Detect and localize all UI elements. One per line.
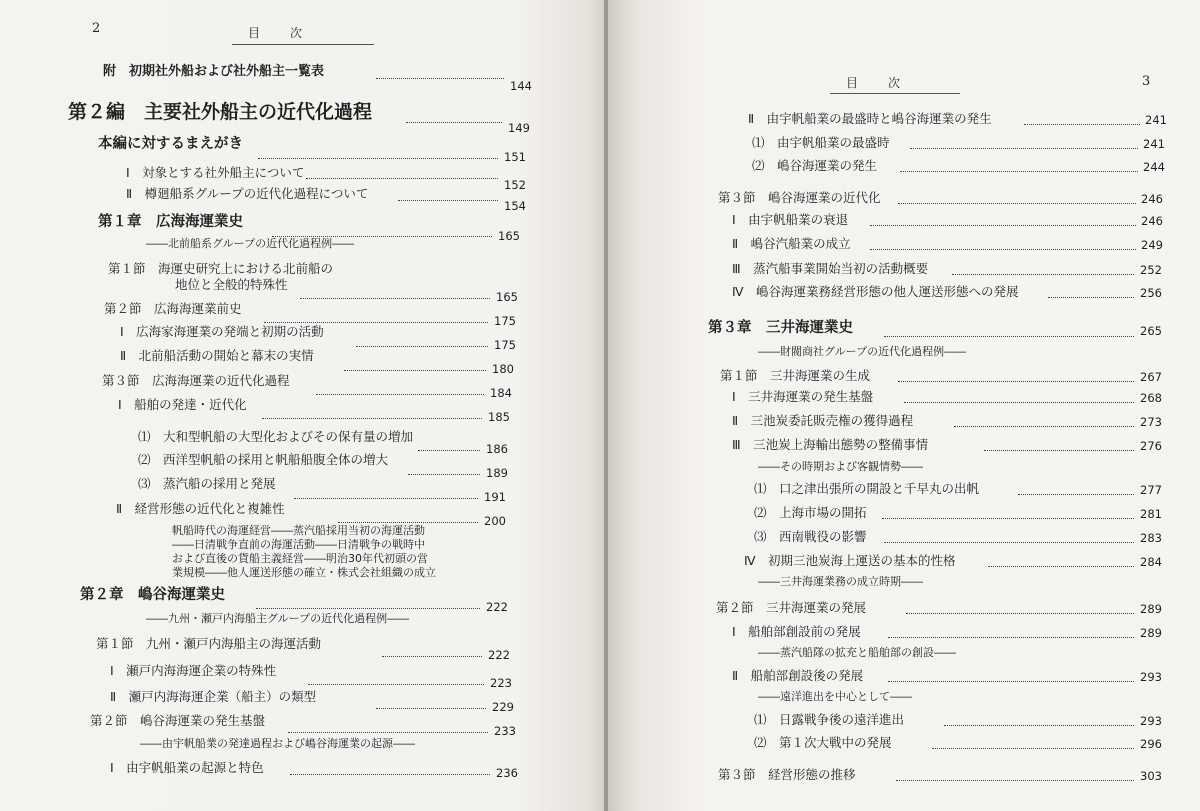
dot-leader bbox=[288, 732, 488, 733]
dot-leader bbox=[904, 402, 1134, 403]
page-ref: 149 bbox=[508, 121, 530, 135]
toc-subtitle: ――九州・瀬戸内海船主グループの近代化過程例―― bbox=[146, 612, 410, 625]
dot-leader bbox=[898, 381, 1134, 382]
page-ref: 281 bbox=[1140, 507, 1162, 521]
page-number: 3 bbox=[1142, 74, 1151, 89]
dot-leader bbox=[1048, 297, 1134, 298]
toc-entry-section: Ⅲ 三池炭上海輸出態勢の整備事情 bbox=[732, 437, 929, 452]
page-ref: 180 bbox=[492, 362, 514, 376]
toc-entry-section: Ⅳ 初期三池炭海上運送の基本的性格 bbox=[744, 553, 956, 568]
running-header: 目 次 bbox=[846, 76, 903, 90]
dot-leader bbox=[294, 498, 478, 499]
toc-entry-subsection: ⑵ 上海市場の開拓 bbox=[754, 505, 867, 520]
dot-leader bbox=[896, 780, 1134, 781]
page-ref: 222 bbox=[486, 600, 508, 614]
page-ref: 268 bbox=[1140, 391, 1162, 405]
dot-leader bbox=[870, 225, 1136, 226]
toc-entry-chapter-3: 第３章 三井海運業史 bbox=[708, 320, 853, 336]
page-ref: 289 bbox=[1140, 602, 1162, 616]
toc-entry-section: Ⅱ 由宇帆船業の最盛時と嶋谷海運業の発生 bbox=[748, 111, 992, 126]
page-number: 2 bbox=[92, 21, 101, 36]
page-ref: 289 bbox=[1140, 626, 1162, 640]
page-ref: 175 bbox=[494, 314, 516, 328]
toc-entry-section: Ⅱ 樽廻船系グループの近代化過程について bbox=[126, 186, 369, 201]
page-ref: 283 bbox=[1140, 531, 1162, 545]
toc-entry-subsection: ⑴ 大和型帆船の大型化およびその保有量の増加 bbox=[138, 429, 414, 444]
page-ref: 165 bbox=[498, 229, 520, 243]
toc-entry-section: 第３節 広海海運業の近代化過程 bbox=[102, 373, 290, 388]
toc-entry-section: 第１節 海運史研究上における北前船の bbox=[108, 261, 334, 276]
page-ref: 186 bbox=[486, 442, 508, 456]
page-ref: 185 bbox=[488, 410, 510, 424]
dot-leader bbox=[256, 608, 480, 609]
toc-entry-section: Ⅱ 嶋谷汽船業の成立 bbox=[732, 236, 851, 251]
page-ref: 246 bbox=[1141, 192, 1163, 206]
toc-subtitle: ――その時期および客観情勢―― bbox=[758, 460, 923, 473]
page-ref: 252 bbox=[1140, 263, 1162, 277]
page-ref: 241 bbox=[1145, 113, 1167, 127]
toc-summary-line: 業規模――他人運送形態の確立・株式会社組織の成立 bbox=[172, 566, 436, 579]
toc-entry-section-cont: 地位と全般的特殊性 bbox=[175, 277, 288, 292]
toc-entry-section: Ⅰ 由宇帆船業の起源と特色 bbox=[110, 760, 264, 775]
toc-entry-subsection: ⑴ 口之津出張所の開設と千早丸の出帆 bbox=[754, 481, 980, 496]
page-ref: 246 bbox=[1141, 214, 1163, 228]
page-ref: 200 bbox=[484, 514, 506, 528]
header-rule bbox=[830, 93, 960, 94]
toc-summary-line: 帆船時代の海運経営――蒸汽船採用当初の海運活動 bbox=[172, 524, 425, 537]
page-ref: 233 bbox=[494, 724, 516, 738]
dot-leader bbox=[316, 394, 484, 395]
toc-entry-section: Ⅰ 船舶の発達・近代化 bbox=[118, 397, 247, 412]
toc-subtitle: ――由宇帆船業の発達過程および嶋谷海運業の起源―― bbox=[140, 737, 415, 750]
page-ref: 265 bbox=[1140, 324, 1162, 338]
toc-entry-section: 第２節 三井海運業の発展 bbox=[716, 600, 867, 615]
dot-leader bbox=[888, 681, 1134, 682]
toc-entry-section: 第３節 経営形態の推移 bbox=[718, 767, 856, 782]
dot-leader bbox=[344, 370, 486, 371]
dot-leader bbox=[884, 336, 1134, 337]
page-ref: 293 bbox=[1140, 670, 1162, 684]
toc-entry-subsection: ⑴ 由宇帆船業の最盛時 bbox=[752, 135, 890, 150]
page-ref: 241 bbox=[1143, 137, 1165, 151]
header-rule bbox=[232, 44, 374, 45]
toc-entry-subsection: ⑴ 日露戦争後の遠洋進出 bbox=[754, 712, 905, 727]
toc-entry-subsection: ⑶ 蒸汽船の採用と発展 bbox=[138, 476, 276, 491]
dot-leader bbox=[356, 346, 488, 347]
dot-leader bbox=[262, 418, 482, 419]
page-ref: 273 bbox=[1140, 415, 1162, 429]
toc-entry-section: Ⅲ 蒸汽船事業開始当初の活動概要 bbox=[732, 261, 929, 276]
page-ref: 284 bbox=[1140, 555, 1162, 569]
page-ref: 303 bbox=[1140, 769, 1162, 783]
dot-leader bbox=[944, 725, 1134, 726]
toc-entry-section: 第３節 嶋谷海運業の近代化 bbox=[718, 190, 881, 205]
page-ref: 151 bbox=[504, 150, 526, 164]
dot-leader bbox=[376, 708, 486, 709]
toc-entry-chapter-1: 第１章 広海海運業史 bbox=[98, 214, 243, 230]
dot-leader bbox=[954, 426, 1134, 427]
toc-entry-section: 第２節 広海海運業前史 bbox=[104, 301, 242, 316]
dot-leader bbox=[308, 684, 484, 685]
toc-entry-section: Ⅰ 三井海運業の発生基盤 bbox=[732, 389, 874, 404]
page-ref: 222 bbox=[488, 648, 510, 662]
dot-leader bbox=[906, 613, 1134, 614]
page-ref: 184 bbox=[490, 386, 512, 400]
toc-entry-section: Ⅰ 瀬戸内海海運企業の特殊性 bbox=[110, 663, 277, 678]
page-ref: 236 bbox=[496, 766, 518, 780]
toc-entry-section: Ⅰ 船舶部創設前の発展 bbox=[732, 624, 861, 639]
page-ref: 296 bbox=[1140, 737, 1162, 751]
toc-entry-section: Ⅳ 嶋谷海運業務経営形態の他人運送形態への発展 bbox=[732, 284, 1019, 299]
dot-leader bbox=[264, 322, 488, 323]
dot-leader bbox=[418, 450, 480, 451]
page-ref: 223 bbox=[490, 676, 512, 690]
running-header: 目 次 bbox=[248, 26, 305, 40]
page-ref: 276 bbox=[1140, 439, 1162, 453]
page-ref: 165 bbox=[496, 290, 518, 304]
page-ref: 293 bbox=[1140, 714, 1162, 728]
dot-leader bbox=[984, 450, 1134, 451]
toc-entry-section: Ⅱ 三池炭委託販売権の獲得過程 bbox=[732, 413, 914, 428]
dot-leader bbox=[952, 274, 1134, 275]
toc-subtitle: ――財閥商社グループの近代化過程例―― bbox=[758, 345, 967, 358]
toc-entry-preface: 本編に対するまえがき bbox=[98, 136, 243, 152]
dot-leader bbox=[910, 148, 1138, 149]
toc-entry-section: 第２節 嶋谷海運業の発生基盤 bbox=[90, 713, 266, 728]
dot-leader bbox=[988, 566, 1134, 567]
dot-leader bbox=[898, 203, 1136, 204]
page-ref: 267 bbox=[1140, 370, 1162, 384]
toc-entry-subsection: ⑶ 西南戦役の影響 bbox=[754, 529, 867, 544]
dot-leader bbox=[306, 178, 498, 179]
dot-leader bbox=[900, 171, 1138, 172]
right-page bbox=[608, 0, 1200, 811]
toc-subtitle: ――三井海運業務の成立時期―― bbox=[758, 575, 923, 588]
dot-leader bbox=[258, 158, 498, 159]
toc-entry-section: Ⅰ 由宇帆船業の衰退 bbox=[732, 212, 849, 227]
dot-leader bbox=[408, 474, 480, 475]
dot-leader bbox=[884, 542, 1134, 543]
toc-entry-section: Ⅰ 広海家海運業の発端と初期の活動 bbox=[120, 324, 324, 339]
page-ref: 191 bbox=[484, 490, 506, 504]
toc-summary-line: ――日清戦争直前の海運活動――日清戦争の戦時中 bbox=[172, 538, 425, 551]
dot-leader bbox=[882, 518, 1134, 519]
toc-entry-part-2: 第２編 主要社外船主の近代化過程 bbox=[68, 101, 373, 123]
toc-subtitle: ――遠洋進出を中心として―― bbox=[758, 690, 912, 703]
page-ref: 144 bbox=[510, 79, 532, 93]
toc-entry-subsection: ⑵ 西洋型帆船の採用と帆船船腹全体の増大 bbox=[138, 452, 389, 467]
dot-leader bbox=[932, 748, 1134, 749]
page-ref: 256 bbox=[1140, 286, 1162, 300]
toc-summary-line: および直後の貨船主義経営――明治30年代初頭の営 bbox=[172, 552, 428, 565]
toc-entry-section: Ⅱ 北前船活動の開始と幕末の実情 bbox=[120, 348, 314, 363]
toc-entry-chapter-2: 第２章 嶋谷海運業史 bbox=[80, 587, 225, 603]
page-ref: 249 bbox=[1141, 238, 1163, 252]
toc-entry-section: Ⅱ 経営形態の近代化と複雑性 bbox=[116, 501, 285, 516]
toc-entry-subsection: ⑵ 第１次大戦中の発展 bbox=[754, 735, 892, 750]
dot-leader bbox=[1024, 124, 1140, 125]
toc-subtitle: ――蒸汽船隊の拡充と船舶部の創設―― bbox=[758, 646, 956, 659]
dot-leader bbox=[382, 656, 482, 657]
toc-entry-section: Ⅱ 船舶部創設後の発展 bbox=[732, 668, 864, 683]
dot-leader bbox=[406, 122, 502, 123]
page-ref: 152 bbox=[504, 178, 526, 192]
dot-leader bbox=[300, 298, 490, 299]
toc-entry-subsection: ⑵ 嶋谷海運業の発生 bbox=[752, 158, 878, 173]
toc-entry-section: 第１節 九州・瀬戸内海船主の海運活動 bbox=[96, 636, 322, 651]
dot-leader bbox=[376, 78, 504, 79]
dot-leader bbox=[888, 637, 1134, 638]
page-ref: 175 bbox=[494, 338, 516, 352]
dot-leader bbox=[290, 774, 490, 775]
page-ref: 277 bbox=[1140, 483, 1162, 497]
page-ref: 189 bbox=[486, 466, 508, 480]
page-ref: 244 bbox=[1143, 160, 1165, 174]
dot-leader bbox=[398, 200, 498, 201]
toc-entry-section: 第１節 三井海運業の生成 bbox=[720, 368, 871, 383]
toc-entry-appendix: 附 初期社外船および社外船主一覧表 bbox=[103, 64, 325, 79]
dot-leader bbox=[1018, 494, 1134, 495]
page-ref: 154 bbox=[504, 199, 526, 213]
page-ref: 229 bbox=[492, 700, 514, 714]
toc-subtitle: ――北前船系グループの近代化過程例―― bbox=[146, 237, 355, 250]
dot-leader bbox=[870, 249, 1136, 250]
toc-entry-section: Ⅰ 対象とする社外船主について bbox=[126, 165, 305, 180]
toc-entry-section: Ⅱ 瀬戸内海海運企業（船主）の類型 bbox=[110, 689, 317, 704]
